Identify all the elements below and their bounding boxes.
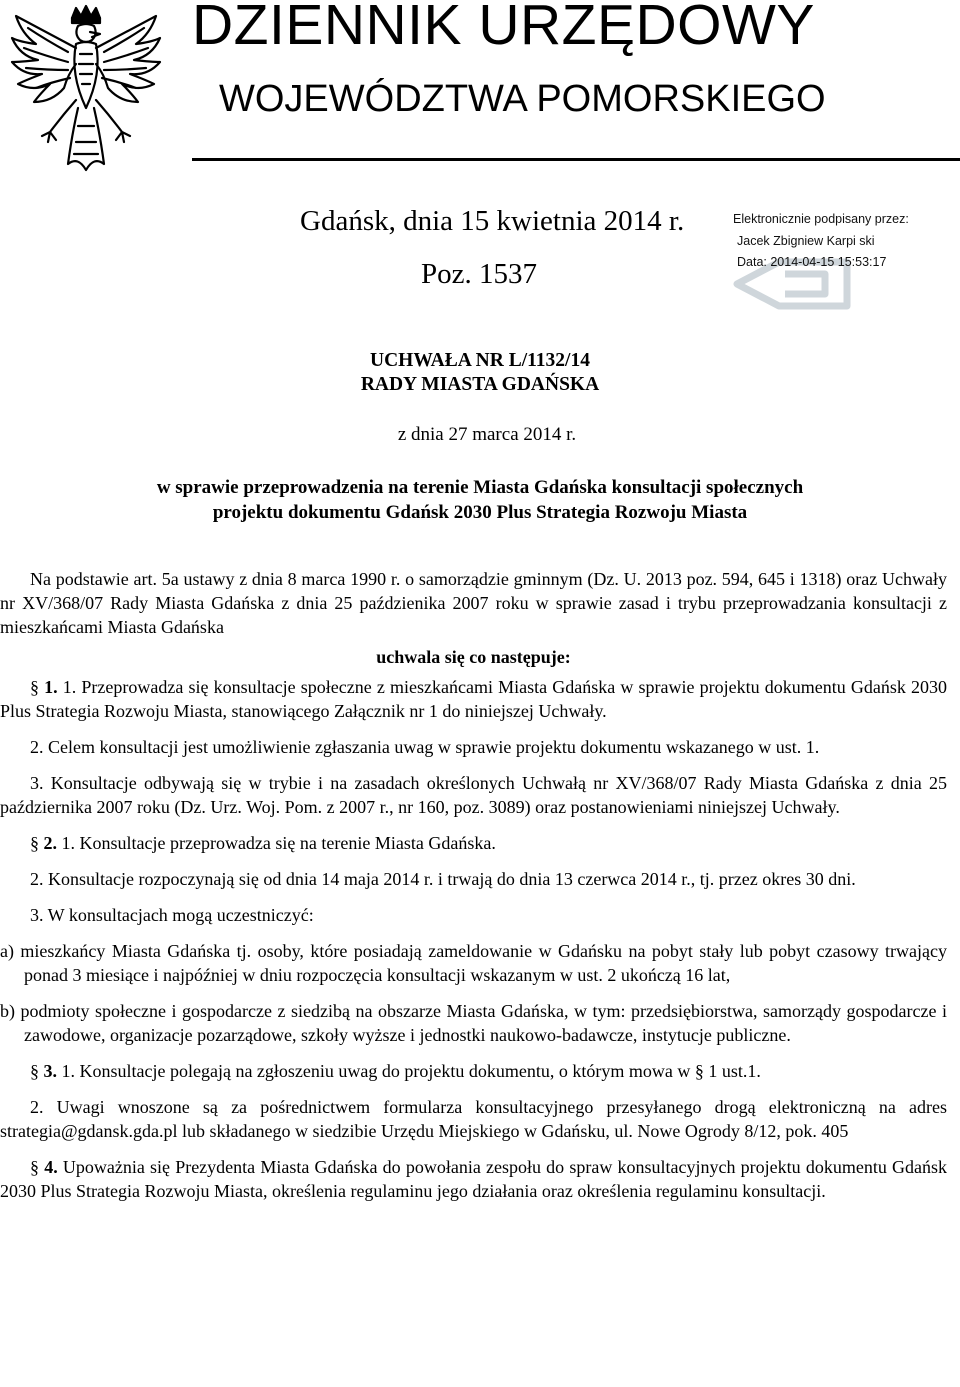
resolution-subject-line-2: projektu dokumentu Gdańsk 2030 Plus Strategia Rozwoju Miasta bbox=[212, 502, 748, 523]
gazette-subtitle: WOJEWÓDZTWA POMORSKIEGO bbox=[219, 78, 826, 120]
section-1-paragraph-1: § 1. 1. Przeprowadza się konsultacje społeczne z mieszkańcami Miasta Gdańska w sprawie projektu dokumentu Gdańsk 2030 Plus Strategia Rozwoju Miasta, stanowiącego Załącznik nr 1 do niniejszej Uchwały. bbox=[0, 677, 947, 721]
section-2-paragraph-1: § 2. 1. Konsultacje przeprowadza się na terenie Miasta Gdańska. bbox=[30, 833, 496, 853]
resolution-body bbox=[0, 567, 947, 1203]
gazette-title: DZIENNIK URZĘDOWY bbox=[192, 0, 815, 57]
header-divider bbox=[192, 158, 960, 161]
preamble: Na podstawie art. 5a ustawy z dnia 8 marca 1990 r. o samorządzie gminnym (Dz. U. 2013 poz. 594, 645 i 1318) oraz Uchwały nr XV/368/07 Rady Miasta Gdańska z dnia 25 paździenika 2007 roku w sprawie zasad i trybu przeprowadzania konsultacji z mieszkańcami Miasta Gdańska bbox=[0, 569, 947, 637]
section-4-text: Upoważnia się Prezydenta Miasta Gdańska do powołania zespołu do spraw konsultacyjnych projektu dokumentu Gdańsk 2030 Plus Strategia Rozwoju Miasta, określenia regulaminu jego działania oraz określenia regulaminu konsultacji. bbox=[0, 1157, 948, 1201]
signature-label: Elektronicznie podpisany przez: bbox=[733, 212, 909, 226]
signature-name: Jacek Zbigniew Karpi ski bbox=[737, 234, 875, 248]
section-4-number: 4. bbox=[44, 1157, 58, 1177]
decree-formula: uchwala się co następuje: bbox=[376, 647, 571, 667]
eagle-emblem-icon bbox=[6, 4, 166, 176]
resolution-subject-line-1: w sprawie przeprowadzenia na terenie Miasta Gdańska konsultacji społecznych bbox=[156, 477, 804, 498]
signature-date: Data: 2014-04-15 15:53:17 bbox=[737, 255, 887, 269]
electronic-signature-stamp bbox=[727, 212, 947, 308]
section-3-paragraph-1: § 3. 1. Konsultacje polegają na zgłoszeniu uwag do projektu dokumentu, o którym mowa w § 1 ust.1. bbox=[30, 1061, 761, 1081]
section-1-text: 1. Przeprowadza się konsultacje społeczne z mieszkańcami Miasta Gdańska w sprawie projektu dokumentu Gdańsk 2030 Plus Strategia Rozwoju Miasta, stanowiącego Załącznik nr 1 do niniejszej Uchwały. bbox=[0, 677, 947, 721]
section-4-paragraph-1: § 4. Upoważnia się Prezydenta Miasta Gdańska do powołania zespołu do spraw konsultacyjnych projektu dokumentu Gdańsk 2030 Plus Strategia Rozwoju Miasta, określenia regulaminu jego działania oraz określenia regulaminu konsultacji. bbox=[0, 1157, 948, 1201]
section-2-paragraph-3: 3. W konsultacjach mogą uczestniczyć: bbox=[30, 905, 314, 925]
section-2-text: 1. Konsultacje przeprowadza się na terenie Miasta Gdańska. bbox=[57, 833, 496, 853]
section-3-paragraph-2: 2. Uwagi wnoszone są za pośrednictwem formularza konsultacyjnego przesyłanego drogą elektroniczną na adres strategia@gdansk.gda.pl lub składanego w siedzibie Urzędu Miejskiego w Gdańsku, ul. Nowe Ogrody 8/12, pok. 405 bbox=[0, 1097, 947, 1141]
resolution-council: RADY MIASTA GDAŃSKA bbox=[360, 374, 600, 395]
section-3-number: 3. bbox=[43, 1061, 57, 1081]
position-number: Poz. 1537 bbox=[421, 258, 537, 290]
section-2-item-a: a) mieszkańcy Miasta Gdańska tj. osoby, które posiadają zameldowanie w Gdańsku na pobyt stały lub pobyt czasowy trwający ponad 3 miesiące i najpóźniej w dniu rozpoczęcia konsultacji wskazanym w ust. 2 ukończą 16 lat, bbox=[0, 941, 947, 985]
section-2-paragraph-2: 2. Konsultacje rozpoczynają się od dnia 14 maja 2014 r. i trwają do dnia 13 czerwca 2014 r., tj. przez okres 30 dni. bbox=[30, 869, 856, 889]
section-2-item-b: b) podmioty społeczne i gospodarcze z siedzibą na obszarze Miasta Gdańska, w tym: przedsiębiorstwa, samorządy gospodarcze i zawodowe, organizacje pozarządowe, szkoły wyższe i jednostki naukowo-badawcze, instytucje publiczne. bbox=[0, 1001, 947, 1045]
resolution-date: z dnia 27 marca 2014 r. bbox=[397, 424, 577, 445]
resolution-title: UCHWAŁA NR L/1132/14 bbox=[370, 350, 590, 371]
section-2-number: 2. bbox=[43, 833, 57, 853]
section-1-paragraph-3: 3. Konsultacje odbywają się w trybie i na zasadach określonych Uchwałą nr XV/368/07 Rady Miasta Gdańska z dnia 25 października 2007 roku (Dz. Urz. Woj. Pom. z 2007 r., nr 160, poz. 3089) oraz postanowieniami niniejszej Uchwały. bbox=[0, 773, 947, 817]
section-1-paragraph-2: 2. Celem konsultacji jest umożliwienie zgłaszania uwag w sprawie projektu dokumentu wskazanego w ust. 1. bbox=[30, 737, 820, 757]
section-3-text: 1. Konsultacje polegają na zgłoszeniu uwag do projektu dokumentu, o którym mowa w § 1 ust.1. bbox=[57, 1061, 761, 1081]
section-1-number: 1. bbox=[44, 677, 58, 697]
issue-date: Gdańsk, dnia 15 kwietnia 2014 r. bbox=[300, 205, 685, 237]
